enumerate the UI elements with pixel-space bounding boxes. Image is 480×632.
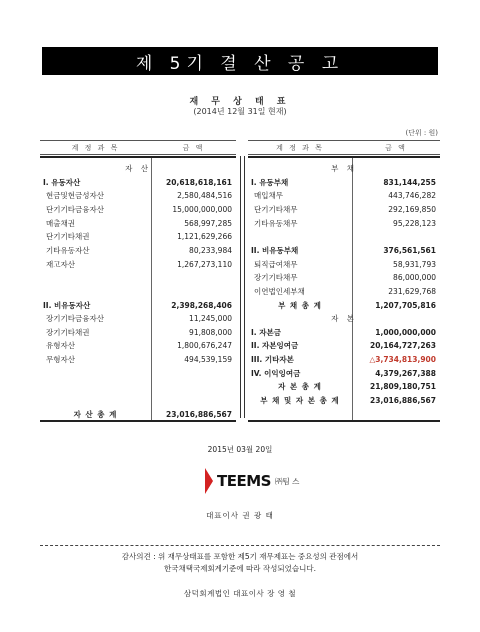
amount-value: 831,144,255 (383, 177, 436, 187)
account-name: 부 채 총 계 (278, 300, 322, 310)
amount-value: 2,580,484,516 (177, 191, 232, 201)
amount-value: 95,228,123 (393, 218, 436, 228)
amount-value: 20,618,618,161 (166, 177, 232, 187)
amount-value: 80,233,984 (189, 245, 232, 255)
amount-value: 1,207,705,816 (375, 300, 436, 310)
amount-value: 231,629,768 (388, 286, 436, 296)
table-row (248, 176, 440, 189)
table-row (248, 380, 440, 393)
amount-value: 376,561,561 (383, 245, 436, 255)
amount-value: 292,169,850 (388, 204, 436, 214)
table-row (40, 285, 236, 298)
account-name: 이연법인세부채 (254, 286, 305, 296)
amount-value: 23,016,886,567 (370, 396, 436, 406)
table-row (40, 258, 236, 271)
table-row (40, 271, 236, 284)
company-name: ㈜팀 스 (274, 476, 300, 486)
amount-value: 86,000,000 (393, 273, 436, 283)
table-row (40, 299, 236, 312)
account-name: 매출채권 (46, 218, 75, 228)
table-row (248, 339, 440, 352)
amount-value: 20,164,727,263 (370, 341, 436, 351)
divider (40, 545, 440, 546)
table-row (248, 244, 440, 257)
account-name: III. 기타자본 (251, 355, 294, 365)
table-row (248, 230, 440, 243)
account-name: 자 산 (125, 164, 151, 173)
amount-value: 1,267,273,110 (177, 259, 232, 269)
table-row (40, 189, 236, 202)
account-name: 무형자산 (46, 355, 75, 365)
account-name: II. 비유동자산 (43, 300, 91, 310)
account-name: 유형자산 (46, 341, 75, 351)
table-row (40, 326, 236, 339)
amount-value: 91,808,000 (189, 327, 232, 337)
account-header: 계 정 과 목 (71, 143, 120, 152)
account-name: 장기기타금융자산 (46, 314, 104, 324)
table-row (248, 258, 440, 271)
amount-value: 23,016,886,567 (166, 409, 232, 419)
account-name: 부 채 및 자 본 총 계 (260, 396, 340, 406)
amount-value: 1,800,676,247 (177, 341, 232, 351)
table-row (248, 299, 440, 312)
audit-opinion (0, 551, 480, 575)
amount-value: 11,245,000 (189, 314, 232, 324)
account-name: 재고자산 (46, 259, 75, 269)
table-row (40, 176, 236, 189)
table-row (40, 367, 236, 380)
account-name: IV. 이익잉여금 (251, 368, 301, 378)
table-row (248, 162, 440, 175)
amount-value: 58,931,793 (393, 259, 436, 269)
amount-value: 494,539,159 (184, 355, 232, 365)
table-row (40, 203, 236, 216)
table-row (40, 408, 236, 421)
account-name: 자 본 총 계 (278, 382, 322, 392)
amount-value: 4,379,267,388 (375, 368, 436, 378)
table-row (40, 230, 236, 243)
account-name: 단기기타채무 (254, 204, 298, 214)
account-name: 자 본 (331, 314, 357, 324)
ceo-name: 대표이사 권 광 태 (206, 511, 274, 520)
amount-value: 21,809,180,751 (370, 382, 436, 392)
opinion-line-1: 감사의견 : 위 재무상태표를 포함한 제5기 재무제표는 중요성의 관점에서 (121, 552, 359, 561)
amount-value: 568,997,285 (184, 218, 232, 228)
statement-title: 재 무 상 태 표 (189, 97, 291, 107)
assets-table (40, 156, 236, 422)
account-name: 기타유동자산 (46, 245, 90, 255)
amount-header: 금 액 (182, 143, 205, 152)
account-name: I. 유동자산 (43, 177, 81, 187)
amount-value: 443,746,282 (388, 191, 436, 201)
table-row (248, 203, 440, 216)
table-row (40, 353, 236, 366)
account-name: 단기기타금융자산 (46, 204, 104, 214)
account-header: 계 정 과 목 (276, 143, 324, 152)
account-name: I. 자본금 (251, 327, 281, 337)
account-name: II. 비유동부채 (251, 245, 299, 255)
amount-value: 1,000,000,000 (375, 327, 436, 337)
liabilities-equity-table (248, 156, 440, 422)
account-name: 단기기타채권 (46, 232, 90, 242)
table-row (40, 394, 236, 407)
amount-value: 1,121,629,266 (177, 232, 232, 242)
notice-date: 2015년 03월 20일 (207, 445, 273, 454)
center-divider (240, 156, 245, 418)
account-name: 장기기타채무 (254, 273, 298, 283)
assets-header (40, 140, 236, 155)
table-row (40, 380, 236, 393)
table-row (248, 353, 440, 366)
account-name: 부 채 (331, 164, 357, 173)
account-name: 기타유동채무 (254, 218, 298, 228)
account-name: 장기기타채권 (46, 327, 90, 337)
amount-value: 15,000,000,000 (172, 204, 232, 214)
logo-text: TEEMS (217, 472, 271, 490)
table-row (248, 367, 440, 380)
statement-date: (2014년 12월 31일 현재) (193, 107, 287, 116)
table-row (40, 244, 236, 257)
account-name: 현금및현금성자산 (46, 191, 104, 201)
account-name: 자 산 총 계 (73, 409, 118, 419)
notice-title: 제 5기 결 산 공 고 (42, 47, 438, 75)
table-row (248, 394, 440, 407)
account-name: I. 유동부채 (251, 177, 289, 187)
table-row (40, 217, 236, 230)
liabilities-header (248, 140, 440, 155)
opinion-line-2: 한국채택국제회계기준에 따라 작성되었습니다. (163, 564, 317, 573)
table-row (248, 312, 440, 325)
table-row (40, 312, 236, 325)
unit-label: (단위 : 원) (405, 129, 438, 137)
table-row (248, 217, 440, 230)
table-row (248, 271, 440, 284)
table-row (40, 162, 236, 175)
amount-value: △3,734,813,900 (369, 355, 436, 365)
account-name: 퇴직급여채무 (254, 259, 298, 269)
auditor-name: 삼덕회계법인 대표이사 장 영 철 (183, 589, 297, 598)
table-row (248, 285, 440, 298)
table-row (248, 189, 440, 202)
account-name: II. 자본잉여금 (251, 341, 299, 351)
table-row (40, 339, 236, 352)
company-logo (205, 468, 299, 494)
logo-mark-icon (205, 468, 213, 494)
amount-header: 금 액 (385, 143, 407, 152)
amount-value: 2,398,268,406 (171, 300, 232, 310)
account-name: 매입채무 (254, 191, 283, 201)
table-row (248, 326, 440, 339)
